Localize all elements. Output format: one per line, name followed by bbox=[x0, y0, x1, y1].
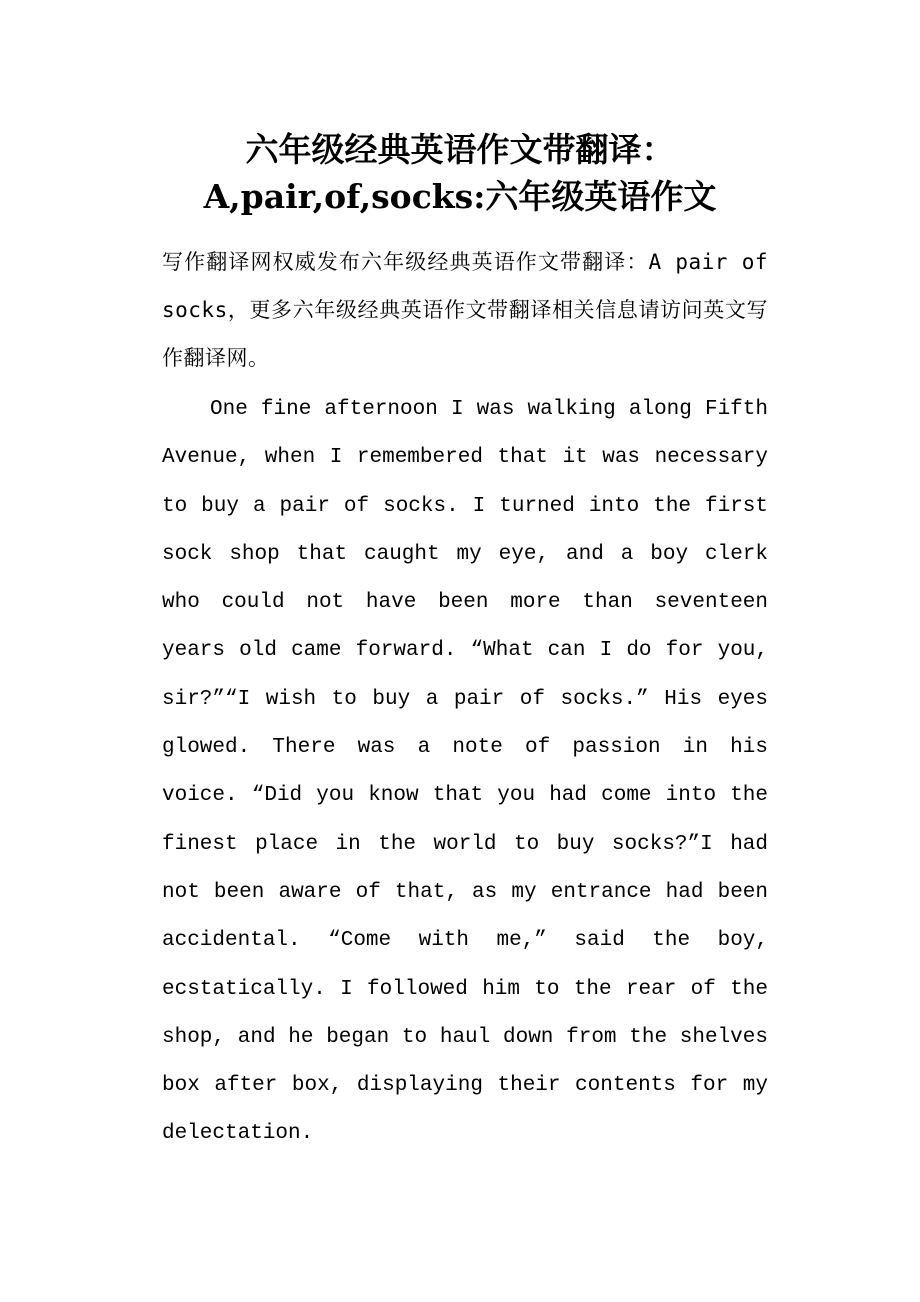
document-title-line-1: 六年级经典英语作文带翻译： bbox=[245, 130, 675, 169]
intro-paragraph: 写作翻译网权威发布六年级经典英语作文带翻译：A pair of socks，更多六年级经典英语作文带翻译相关信息请访问英文写作翻译网。 bbox=[162, 250, 768, 370]
document-title-line-2: A,pair,of,socks:六年级英语作文 bbox=[203, 177, 717, 216]
essay-paragraph: One fine afternoon I was walking along Fifth Avenue, when I remembered that it was necessary to buy a pair of socks. I turned into the first sock shop that caught my eye, and a boy clerk who could not have been more than seventeen years old came forward. “What can I do for you, sir?”“I wish to buy a pair of socks.” His eyes glowed. There was a note of passion in his voice. “Did you know that you had come into the finest place in the world to buy socks?”I had not been aware of that, as my entrance had been accidental. “Come with me,” said the boy, ecstatically. I followed him to the rear of the shop, and he began to haul down from the shelves box after box, displaying their contents for my delectation. bbox=[162, 398, 768, 1146]
